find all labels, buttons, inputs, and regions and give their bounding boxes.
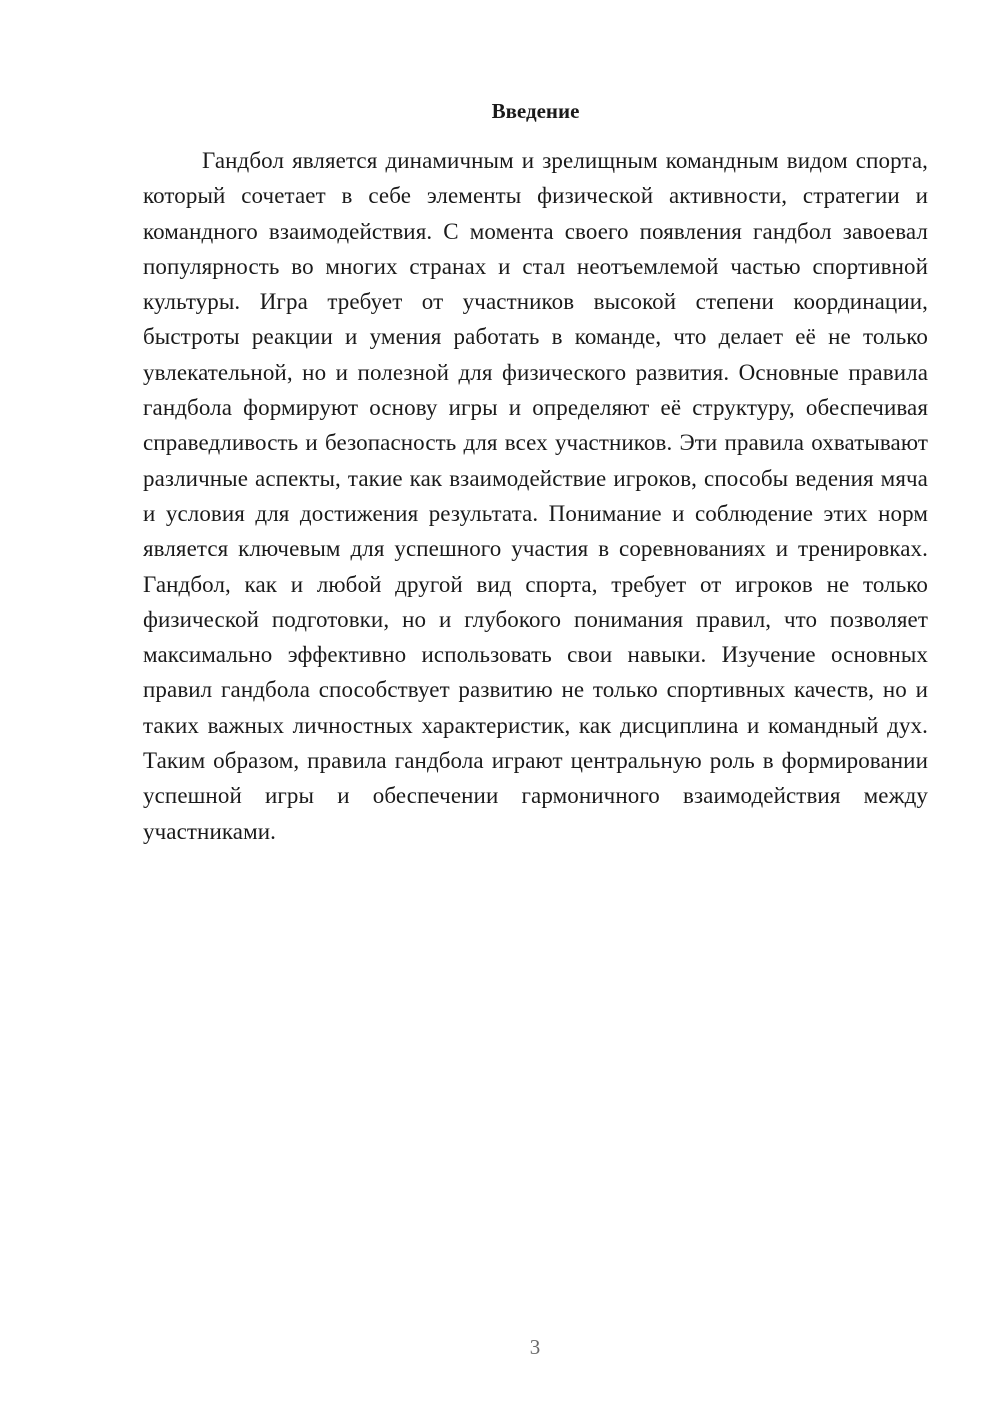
page-number: 3 — [529, 1335, 541, 1359]
section-heading: Введение — [491, 99, 580, 123]
body-paragraph: Гандбол является динамичным и зрелищным командным видом спорта, который сочетает в себе элементы физической активности, стратегии и командного взаимодействия. С момента своего появления гандбол завоевал популярность во многих странах и стал неотъемлемой частью спортивной культуры. Игра требует от участников высокой степени координации, быстроты реакции и умения работать в команде, что делает её не только увлекательной, но и полезной для физического развития. Основные правила гандбола формируют основу игры и определяют её структуру, обеспечивая справедливость и безопасность для всех участников. Эти правила охватывают различные аспекты, такие как взаимодействие игроков, способы ведения мяча и условия для достижения результата. Понимание и соблюдение этих норм является ключевым для успешного участия в соревнованиях и тренировках. Гандбол, как и любой другой вид спорта, требует от игроков не только физической подготовки, но и глубокого понимания правил, что позволяет максимально эффективно использовать свои навыки. Изучение основных правил гандбола способствует развитию не только спортивных качеств, но и таких важных личностных характеристик, как дисциплина и командный дух. Таким образом, правила гандбола играют центральную роль в формировании успешной игры и обеспечении гармоничного взаимодействия между участниками. — [143, 148, 928, 844]
